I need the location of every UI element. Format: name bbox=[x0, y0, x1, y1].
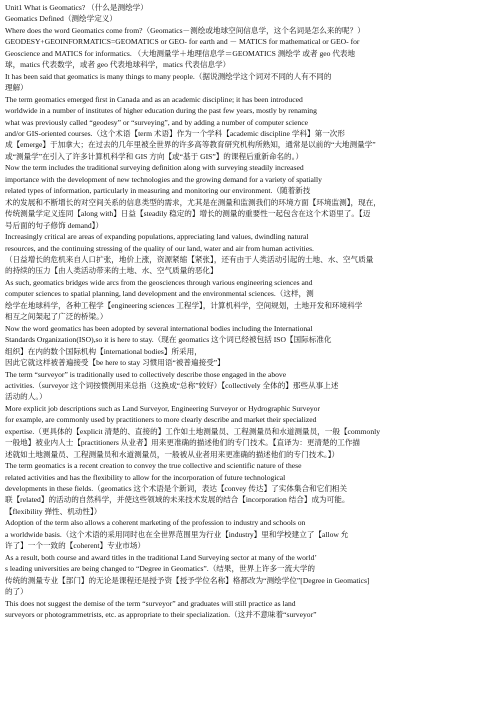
text-line: related activities and has the flexibility to allow for the incorporation of future technological bbox=[5, 472, 286, 482]
text-line: 传统的测量专业【部门】的无论是课程还是授予资【授予学位名称】格都改为“测绘学位”[Degree in Geomatics] bbox=[5, 575, 370, 585]
text-line: 术的发展和不断增长的对空间关系的信息类型的需求，尤其是在测量和监测我们的环境方面【环境监测】，现在， bbox=[5, 197, 381, 207]
text-line: 一般地】被业内人士【practitioners 从业者】用来更准确的描述他们的专门技术。【直译为：更清楚的工作描 bbox=[5, 438, 360, 448]
text-line: 活动的人。） bbox=[5, 392, 47, 402]
text-line: 号后面的句子修饰 demand】） bbox=[5, 220, 104, 230]
text-line: 相互之间架起了广泛的桥梁。） bbox=[5, 312, 108, 322]
text-line: 或“测量学”在引入了许多计算机科学和 GIS 方向【或“基于 GIS”】的课程后重新命名的。） bbox=[5, 151, 304, 161]
text-line: Unit1 What is Geomatics? （什么是测绘学） bbox=[5, 3, 148, 12]
text-line: 的持续的压力【由人类活动带来的土地、水、空气质量的恶化】 bbox=[5, 266, 218, 276]
text-line: expertise.（更具体的【explicit 清楚的、直接的】工作如土地测量员、工程测量员和水道测量员，一般【commonly bbox=[5, 426, 381, 436]
text-line: Adoption of the term also allows a coherent marketing of the profession to industry and schools on bbox=[5, 518, 306, 528]
text-line: surveyors or photogrammetrists, etc. as appropriate to their specialization.（这并不意味着“surveyor” bbox=[5, 610, 317, 620]
text-line: 述就如土地测量员、工程测量员和水道测量员，一般被从业者用来更准确的描述他们的专门技术。】） bbox=[5, 449, 340, 459]
text-line: More explicit job descriptions such as Land Surveyor, Engineering Surveyor or Hydrographic Surveyor bbox=[5, 403, 320, 413]
text-line: 球，matics 代表数学，或者 geo 代表地球科学，matics 代表信息学） bbox=[5, 60, 231, 70]
text-line: s leading universities are being changed to “Degree in Geomatics”.（结果，世界上许多一流大学的 bbox=[5, 564, 315, 574]
text-line: importance with the development of new technologies and the growing demand for a variety of spatially bbox=[5, 174, 322, 184]
text-line: activities.（surveyor 这个词按惯例用来总指（这换成“总称”较好）【collectively 全体的】那些从事上述 bbox=[5, 380, 339, 390]
text-line: As such, geomatics bridges wide arcs from the geosciences through various engineering sciences and bbox=[5, 277, 313, 287]
text-line: related types of information, particularly in measuring and monitoring our environment.（随着新技 bbox=[5, 186, 311, 196]
text-line: Standards Organization(ISO),so it is here to stay.（现在 geomatics 这个词已经被包括 ISO【国际标准化 bbox=[5, 335, 332, 345]
text-line: Now the word geomatics has been adopted by several international bodies including the International bbox=[5, 323, 313, 333]
text-line: 成【emerge】于加拿大；在过去的几年里被全世界的许多高等教育研究机构所熟知，通常是以前的“大地测量学” bbox=[5, 140, 376, 150]
text-line: for example, are commonly used by practitioners to more clearly describe and market their specialized bbox=[5, 415, 317, 425]
text-line: worldwide in a number of institutes of higher education during the past few years, mostly by renaming bbox=[5, 106, 317, 116]
text-line: 理解） bbox=[5, 83, 28, 93]
text-line: （日益增长的危机来自人口扩张，地价上涨，资源紧缩【紧张】，还有由于人类活动引起的土地、水、空气质量 bbox=[5, 254, 374, 264]
text-line: and/or GIS-oriented courses.（这个术语【term 术语】作为一个学科【academic discipline 学科】第一次形 bbox=[5, 128, 345, 138]
text-line: Geomatics Defined（测绘学定义） bbox=[5, 14, 117, 24]
text-line: 因此它就这样被普遍接受【be here to stay 习惯用语“被普遍接受”】 bbox=[5, 358, 225, 368]
text-line: 组织】在内的数个国际机构【international bodies】所采用， bbox=[5, 346, 202, 356]
text-line: The term geomatics emerged first in Canada and as an academic discipline; it has been introduced bbox=[5, 94, 303, 104]
text-line: It has been said that geomatics is many things to many people.（据说测绘学这个词对不同的人有不同的 bbox=[5, 71, 332, 81]
text-line: 许了】一个一致的【coherent】专业市场） bbox=[5, 541, 146, 551]
text-line: 的了） bbox=[5, 587, 28, 597]
text-line: Increasingly critical are areas of expanding populations, appreciating land values, dwindling natural bbox=[5, 232, 309, 242]
text-line: As a result, both course and award titles in the traditional Land Surveying sector at many of the world’ bbox=[5, 552, 317, 562]
text-line: what was previously called “geodesy” or “surveying”, and by adding a number of computer science bbox=[5, 117, 309, 127]
text-line: 绘学在地球科学，各种工程学【engineering sciences 工程学】，计算机科学，空间规划，土地开发和环境科学 bbox=[5, 300, 363, 310]
text-line: The term geomatics is a recent creation to convey the true collective and scientific nature of these bbox=[5, 461, 302, 471]
text-line: Now the term includes the traditional surveying definition along with surveying steadily increased bbox=[5, 163, 304, 173]
text-line: developments in these fields.（geomatics 这个术语是个新词，表达【convey 传达】了实体集合和它们相关 bbox=[5, 484, 348, 494]
text-line: This does not suggest the demise of the term “surveyor” and graduates will still practice as land bbox=[5, 598, 296, 608]
text-line: Geoscience and MATICS for informatics. （大地测量学＋地理信息学＝GEOMATICS 测绘学 或者 geo 代表地 bbox=[5, 48, 356, 58]
text-line: 传统测量学定义连同【along with】日益【steadily 稳定的】增长的测量的重要性一起包含在这个术语里了。【迈 bbox=[5, 209, 371, 219]
text-line: computer sciences to spatial planning, land development and the environmental sciences.（这样，测 bbox=[5, 289, 314, 299]
text-line: 联【related】的活动的自然科学，并使这些领域的未来技术发展的结合【incorporation 结合】成为可能。 bbox=[5, 495, 350, 505]
text-line: 【flexibility 弹性、机动性】） bbox=[5, 506, 102, 516]
text-line: a worldwide basis.（这个术语的采用同时也在全世界范围里为行业【industry】里和学校建立了【allow 允 bbox=[5, 529, 349, 539]
text-line: resources, and the continuing stressing of the quality of our land, water and air from human activities. bbox=[5, 243, 314, 253]
text-line: The term “surveyor” is traditionally used to collectively describe those engaged in the above bbox=[5, 369, 287, 379]
text-line: GEODESY+GEOINFORMATICS=GEOMATICS or GEO- for earth and － MATICS for mathematical or GEO- for bbox=[5, 37, 360, 47]
text-line: Where does the word Geomatics come from?（Geomatics－测绘或地球空间信息学，这个名词是怎么来的呢？） bbox=[5, 25, 365, 35]
